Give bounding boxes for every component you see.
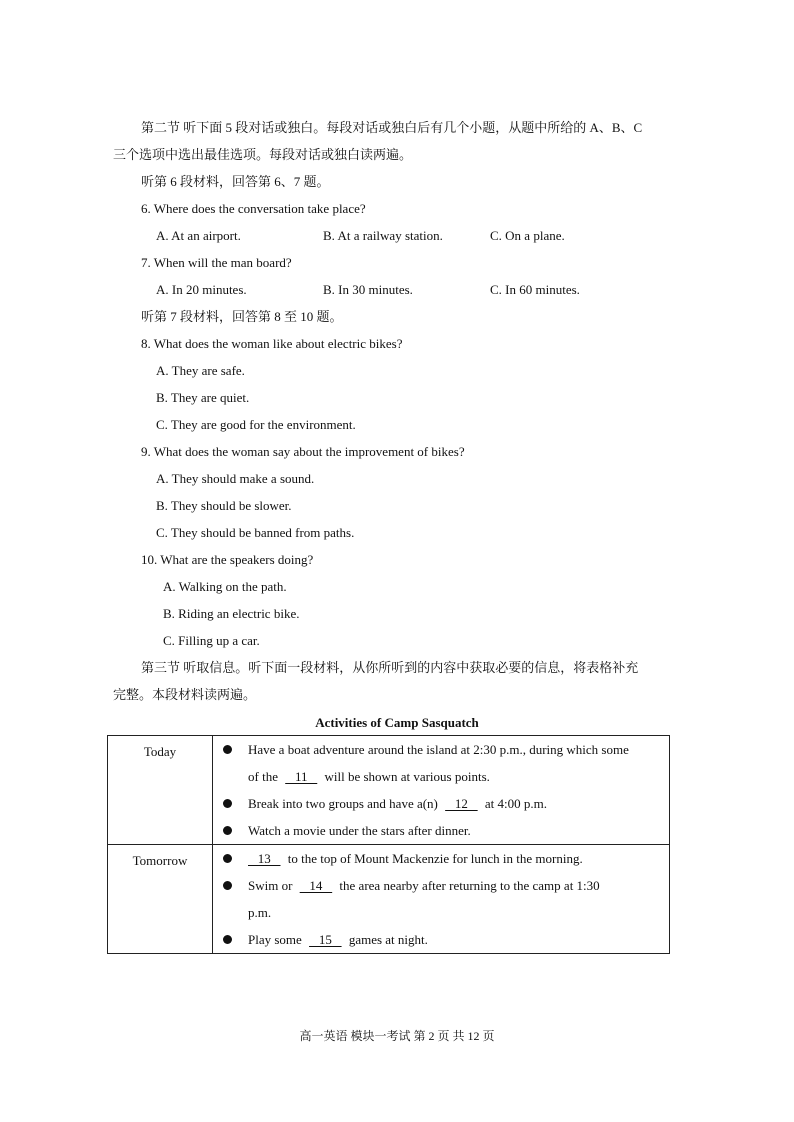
blank-11[interactable]: 11: [285, 769, 318, 784]
tomorrow-activities-cell: [213, 845, 670, 954]
tomorrow-activity-3-pre: Play some: [248, 932, 302, 947]
question-8-option-b: B. They are quiet.: [156, 390, 250, 405]
today-cell: [108, 736, 213, 845]
today-activity-1-cont-post: will be shown at various points.: [324, 769, 490, 784]
question-7-option-a: A. In 20 minutes.: [156, 282, 247, 297]
section3-intro-line1: 第三节 听取信息。听下面一段材料，从你所听到的内容中获取必要的信息，将表格补充: [141, 660, 639, 675]
question-9-option-a: A. They should make a sound.: [156, 471, 315, 486]
today-activity-1-text: Have a boat adventure around the island at 2:30 p.m., during which some: [248, 742, 629, 757]
blank-12[interactable]: 12: [445, 796, 478, 811]
today-activity-3: [213, 817, 669, 844]
bullet-icon: [223, 935, 232, 944]
question-9-option-b: B. They should be slower.: [156, 498, 292, 513]
question-7-option-b: B. In 30 minutes.: [323, 282, 413, 297]
blank-15[interactable]: 15: [309, 932, 342, 947]
activities-table: [107, 735, 670, 954]
section2-intro-line1: 第二节 听下面 5 段对话或独白。每段对话或独白后有几个小题，从题中所给的 A、B、C: [141, 120, 643, 135]
question-6-option-a: A. At an airport.: [156, 228, 241, 243]
page-footer: 高一英语 模块一考试 第 2 页 共 12 页: [299, 1029, 495, 1043]
tomorrow-activity-2: [213, 872, 669, 899]
today-activities-cell: [213, 736, 670, 845]
question-6-option-c: C. On a plane.: [490, 228, 565, 243]
tomorrow-activity-1-post: to the top of Mount Mackenzie for lunch in the morning.: [287, 851, 583, 866]
tomorrow-activity-2-cont: [213, 899, 669, 926]
blank-14[interactable]: 14: [299, 878, 333, 893]
table-row-tomorrow: [108, 845, 670, 954]
tomorrow-label: Tomorrow: [132, 853, 188, 868]
bullet-icon: [223, 854, 232, 863]
today-activity-1: [213, 736, 669, 763]
question-8-option-a: A. They are safe.: [156, 363, 245, 378]
tomorrow-activity-3: [213, 926, 669, 953]
tomorrow-activity-1: [213, 845, 669, 872]
question-6-stem: 6. Where does the conversation take place?: [141, 201, 366, 216]
question-10-option-c: C. Filling up a car.: [163, 633, 260, 648]
question-10-option-b: B. Riding an electric bike.: [163, 606, 300, 621]
question-7-stem: 7. When will the man board?: [141, 255, 292, 270]
question-8-option-c: C. They are good for the environment.: [156, 417, 356, 432]
section3-intro-line2: 完整。本段材料读两遍。: [113, 687, 257, 702]
question-9-option-c: C. They should be banned from paths.: [156, 525, 355, 540]
question-10-stem: 10. What are the speakers doing?: [141, 552, 314, 567]
material7-instruction: 听第 7 段材料，回答第 8 至 10 题。: [141, 309, 343, 324]
material6-instruction: 听第 6 段材料，回答第 6、7 题。: [141, 174, 330, 189]
question-9-stem: 9. What does the woman say about the improvement of bikes?: [141, 444, 465, 459]
today-activity-2: [213, 790, 669, 817]
bullet-icon: [223, 881, 232, 890]
tomorrow-activity-2-pre: Swim or: [248, 878, 293, 893]
bullet-icon: [223, 745, 232, 754]
today-label: Today: [143, 744, 177, 759]
bullet-icon: [223, 826, 232, 835]
section2-intro-line2: 三个选项中选出最佳选项。每段对话或独白读两遍。: [113, 147, 413, 162]
today-activity-1-cont: [213, 763, 669, 790]
question-8-stem: 8. What does the woman like about electric bikes?: [141, 336, 403, 351]
today-activity-1-cont-pre: of the: [248, 769, 278, 784]
blank-13[interactable]: 13: [248, 851, 281, 866]
tomorrow-cell: [108, 845, 213, 954]
tomorrow-activity-2-cont-text: p.m.: [248, 905, 272, 920]
today-activity-3-text: Watch a movie under the stars after dinner.: [248, 823, 471, 838]
today-activity-2-post: at 4:00 p.m.: [484, 796, 547, 811]
table-row-today: [108, 736, 670, 845]
tomorrow-activity-2-post: the area nearby after returning to the camp at 1:30: [339, 878, 600, 893]
question-7-option-c: C. In 60 minutes.: [490, 282, 580, 297]
question-10-option-a: A. Walking on the path.: [163, 579, 287, 594]
bullet-icon: [223, 799, 232, 808]
today-activity-2-pre: Break into two groups and have a(n): [248, 796, 438, 811]
table-title: Activities of Camp Sasquatch: [315, 715, 479, 730]
question-6-option-b: B. At a railway station.: [323, 228, 443, 243]
tomorrow-activity-3-post: games at night.: [348, 932, 428, 947]
